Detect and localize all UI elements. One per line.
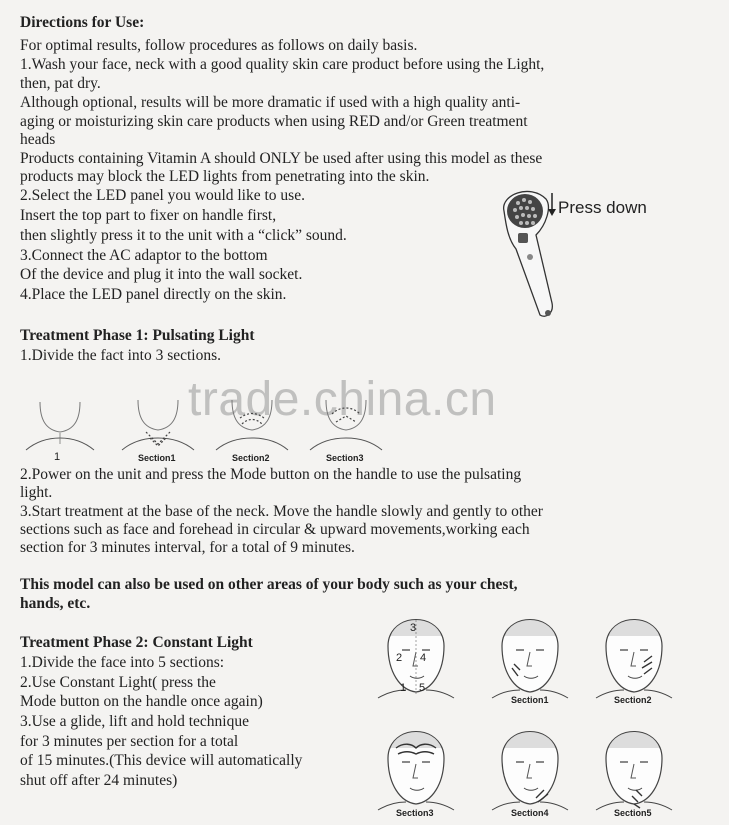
directions-line: Although optional, results will be more dramatic if used with a high quality anti- (20, 94, 521, 111)
phase1-heading: Treatment Phase 1: Pulsating Light (20, 327, 255, 344)
watermark: trade.china.cn (188, 373, 497, 426)
directions-heading: Directions for Use: (20, 14, 145, 31)
directions-line: Of the device and plug it into the wall socket. (20, 266, 303, 283)
directions-line: then, pat dry. (20, 75, 101, 92)
directions-line: For optimal results, follow procedures as follows on daily basis. (20, 37, 418, 54)
face-diagram-section5 (596, 718, 672, 810)
directions-line: aging or moisturizing skin care products when using RED and/or Green treatment (20, 113, 528, 130)
phase2-line: 2.Use Constant Light( press the (20, 674, 216, 691)
face-label: Section3 (396, 808, 434, 818)
face-diagram-section4 (492, 718, 568, 810)
phase2-heading: Treatment Phase 2: Constant Light (20, 634, 253, 651)
phase1-line: 1.Divide the fact into 3 sections. (20, 347, 222, 364)
phase2-line: for 3 minutes per section for a total (20, 733, 239, 750)
phase1-step3: sections such as face and forehead in circular & upward movements,working each (20, 521, 530, 538)
face-number: 4 (420, 652, 427, 664)
directions-line: 4.Place the LED panel directly on the skin. (20, 286, 287, 303)
neck-label: Section2 (232, 453, 270, 463)
phase2-line: 3.Use a glide, lift and hold technique (20, 713, 249, 730)
directions-line: Products containing Vitamin A should ONLY be used after using this model as these (20, 150, 543, 167)
face-label: Section2 (614, 695, 652, 705)
face-diagram-section3 (378, 718, 454, 810)
face-number: 5 (419, 682, 426, 694)
neck-label: 1 (54, 451, 61, 463)
face-number: 2 (396, 652, 403, 664)
body-note: hands, etc. (20, 595, 91, 612)
phase2-line: shut off after 24 minutes) (20, 772, 178, 789)
face-number: 1 (400, 682, 407, 694)
phase1-step3: 3.Start treatment at the base of the neck. Move the handle slowly and gently to other (20, 503, 543, 520)
phase2-line: 1.Divide the face into 5 sections: (20, 654, 225, 671)
phase2-line: of 15 minutes.(This device will automatically (20, 752, 303, 769)
face-diagram-section2 (596, 606, 672, 698)
face-label: Section5 (614, 808, 652, 818)
phase1-step2: 2.Power on the unit and press the Mode button on the handle to use the pulsating (20, 466, 522, 483)
face-diagram-numbered (378, 606, 454, 698)
directions-line: 3.Connect the AC adaptor to the bottom (20, 247, 268, 264)
directions-line: products may block the LED lights from penetrating into the skin. (20, 168, 430, 185)
face-label: Section1 (511, 695, 549, 705)
face-number: 3 (410, 622, 417, 634)
phase1-step3: section for 3 minutes interval, for a total of 9 minutes. (20, 539, 355, 556)
neck-diagram-3 (212, 392, 292, 462)
directions-line: then slightly press it to the unit with a “click” sound. (20, 227, 347, 244)
directions-line: 1.Wash your face, neck with a good quality skin care product before using the Light, (20, 56, 545, 73)
phase1-step2: light. (20, 484, 53, 501)
directions-line: heads (20, 131, 56, 148)
directions-line: Insert the top part to fixer on handle first, (20, 207, 277, 224)
press-down-label: Press down (558, 198, 647, 217)
neck-diagram-2 (118, 392, 198, 462)
directions-line: 2.Select the LED panel you would like to use. (20, 187, 305, 204)
neck-diagram-4 (306, 392, 386, 462)
neck-label: Section1 (138, 453, 176, 463)
face-diagram-section1 (492, 606, 568, 698)
face-label: Section4 (511, 808, 549, 818)
body-note: This model can also be used on other areas of your body such as your chest, (20, 576, 518, 593)
neck-label: Section3 (326, 453, 364, 463)
phase2-line: Mode button on the handle once again) (20, 693, 263, 710)
